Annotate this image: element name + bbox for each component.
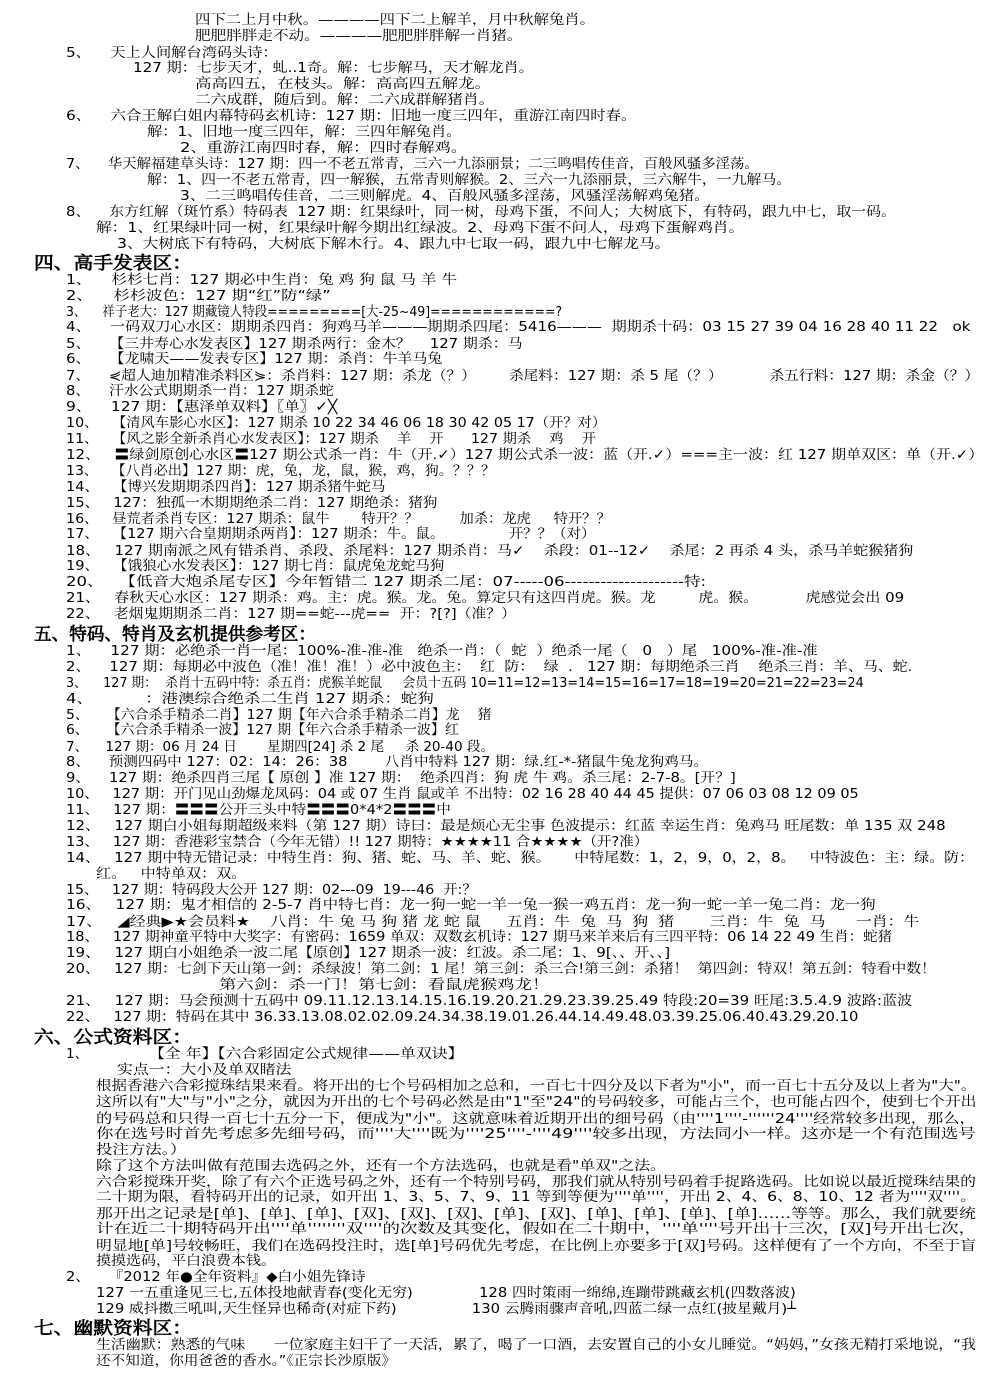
- text-line: 7、 127 期：06 月 24 日 星期四[24] 杀 2 尾 杀 20-40 段。: [66, 739, 495, 755]
- text-line: 二六成群，随后到。解：二六成群解猪肖。: [195, 92, 495, 108]
- section-heading: 七、幽默资料区：: [34, 1319, 193, 1339]
- section-heading: 六、公式资料区：: [34, 1028, 193, 1048]
- text-line: 2、重游江南四时春，解：四时春解鸡。: [180, 140, 468, 156]
- text-line: 那开出之记录是[单]、[单]、[单]、[双]、[双]、[双]、[单]、[双]、[单]、[单]、[单]、[单]……等等。那么，我们就要统: [96, 1206, 976, 1222]
- text-line: 1、 杉杉七肖：127 期必中生肖：兔 鸡 狗 鼠 马 羊 牛: [66, 272, 458, 288]
- text-line: 11、 【风之影全新杀肖心水发表区】：127 期杀 羊 开 127 期杀 鸡 开: [66, 431, 596, 447]
- text-line: 还不知道，你用爸爸的香水。”《正宗长沙原版》: [96, 1353, 396, 1369]
- text-line: 实点一：大小及单双睹法: [117, 1062, 292, 1078]
- text-line: 1、 127 期：必绝杀一肖一尾：100%-准-准-准 绝杀一肖：（ 蛇 ）绝杀一尾（ 0 ）尾 100%-准-准-准: [66, 643, 818, 659]
- text-line: 除了这个方法叫做有范围去选码之外，还有一个方法选码，也就是看"单双"之法。: [96, 1158, 666, 1174]
- text-line: 22、 老烟鬼期期杀二肖：127 期==蛇---虎== 开：?[?]（准？）: [66, 606, 516, 622]
- text-line: 第六剑：杀一门！第七剑：看鼠虎猴鸡龙！: [219, 977, 550, 993]
- text-line: 127 期：七步天才，虬..1奇。解：七步解马，天才解龙肖。: [133, 60, 534, 76]
- text-line: 3、大树底下有特码，大树底下解木行。4、跟九中七取一码，跟九中七解龙马。: [117, 236, 671, 252]
- text-line: 生活幽默：熟悉的气味 一位家庭主妇干了一天活，累了，喝了一口酒，去安置自己的小女儿睡觉。“妈妈，”女孩无精打采地说，“我: [96, 1337, 976, 1353]
- text-line: 14、 127 期中特无错记录：中特生肖：狗、猪、蛇、马、羊、蛇、猴。 中特尾数：1，2，9，0，2，8。 中特波色：主：绿。防：: [66, 850, 975, 866]
- text-line: 21、 127 期：马会预测十五码中 09.11.12.13.14.15.16.19.20.21.29.23.39.25.49 特段:20=39 旺尾:3.5.4.9 波路:蓝波: [66, 993, 913, 1009]
- text-line: 11、 127 期：〓〓〓公开三头中特〓〓〓0*4*2〓〓〓中: [66, 802, 451, 818]
- text-line: 3、 127 期： 杀肖十五码中特：杀五肖：虎猴羊蛇鼠 会员十五码 10=11=12=13=14=15=16=17=18=19=20=21=22=23=24: [66, 675, 864, 691]
- text-line: 的号码总和只得一百七十五分一下，便成为"小"。这就意味着近期开出的细号码（由''''1''''-''''''24''''经常较多出现，那么，: [96, 1111, 976, 1127]
- text-line: 9、 127 期：绝杀四肖三尾【 原创 】准 127 期： 绝杀四肖：狗 虎 牛 鸡。杀三尾：2-7-8。[开？]: [66, 770, 736, 786]
- section-heading: 五、特码、特肖及玄机提供参考区：: [34, 625, 316, 645]
- text-line: 16、 127 期：鬼才相信的 2-5-7 肖中特七肖：龙一狗一蛇一羊一兔一猴一鸡五肖：龙一狗一蛇一羊一兔二肖：龙一狗: [66, 897, 876, 913]
- text-line: 四下二上月中秋。————四下二上解羊，月中秋解兔肖。: [195, 12, 595, 28]
- text-line: 18、 127 期神童平特中大奖字：有密码：1659 单双：双数玄机诗：127 期马来羊来后有三四平特：06 14 22 49 生肖：蛇猪: [66, 929, 893, 945]
- text-line: 计在近二十期特码开出''''单''''''''双''''的次数及其变化，假如在二十期中，''''单''''号开出十三次，[双]号开出七次，: [96, 1221, 977, 1237]
- text-line: 12、 127 期白小姐每期超级来料（第 127 期）诗曰：最是烦心无尘事 色波提示：红蓝 幸运生肖：兔鸡马 旺尾数：单 135 双 248: [66, 818, 946, 834]
- text-line: 5、 【六合杀手精杀二肖】127 期【年六合杀手精杀二肖】龙 猪: [66, 707, 492, 723]
- text-line: 22、 127 期：特码在其中 36.33.13.08.02.02.09.24.34.38.19.01.26.44.14.49.48.03.39.25.06.40.43.29.20.10: [66, 1009, 859, 1025]
- text-line: 你在选号时首先考虑多先细号码，而''''大''''既为''''25''''-''''49''''较多出现，方法同小一样。这亦是一个有范围选号: [96, 1126, 976, 1142]
- text-line: 12、 〓绿剑原创心水区〓127 期公式杀一肖：牛（开.✓）127 期公式杀一波：蓝（开.✓）===主一波：红 127 期单双区：单（开.✓）: [66, 447, 984, 463]
- text-line: 高高四五，在枝头。解：高高四五解龙。: [195, 76, 491, 92]
- text-line: 16、 昼荒者杀肖专区：127 期杀：鼠牛 特开？？ 加杀：龙虎 特开？？: [66, 511, 611, 527]
- text-line: 红。 中特单双：双。: [96, 866, 247, 882]
- text-line: 5、 天上人间解台湾码头诗：: [66, 45, 278, 61]
- text-line: 2、 127 期：每期必中波色（准！准！准！）必中波色主： 红 防： 绿 . 127 期：每期绝杀三肖 绝杀三肖：羊、马、蛇.: [66, 659, 913, 675]
- text-line: 解：1、红果绿叶同一树，红果绿叶解今期出红绿波。2、母鸡下蛋不问人，母鸡下蛋解鸡肖。: [96, 220, 745, 236]
- text-line: 6、 【六合杀手精杀一波】127 期【年六合杀手精杀一波】红: [66, 722, 459, 738]
- text-line: 20、 127 期：七剑下天山第一剑：杀绿波！第二剑：1 尾！第三剑：杀三合!第三剑：杀猪！ 第四剑：特双！第五剑：特看中数！: [66, 961, 937, 977]
- text-line: 19、 【饿狼心水发表区】：127 期七肖：鼠虎兔龙蛇马狗: [66, 558, 445, 574]
- text-line: 二十期为限，看特码开出的记录，如开出 1、3、5、7、9、11 等到等便为''''单''''，开出 2、4、6、8、10、12 者为''''双''''。: [96, 1189, 976, 1205]
- text-line: 4、 一码双刀心水区：期期杀四肖：狗鸡马羊———期期杀四尾：5416——— 期期杀十码：03 15 27 39 04 16 28 40 11 22 ok: [66, 319, 971, 335]
- text-line: 15、 127：独孤一木期期绝杀二肖：127 期绝杀：猪狗: [66, 495, 438, 511]
- text-line: 解：1、旧地一度三四年，解：三四年解兔肖。: [147, 124, 462, 140]
- text-line: 9、 127 期：【惠泽单双料】〖单〗✓╳: [66, 399, 338, 415]
- text-line: 2、 『2012 年●全年资料』◆白小姐先锋诗: [66, 1269, 366, 1285]
- text-line: 7、 ⋞超人迪加精准杀料区⋟：杀肖料：127 期：杀龙（？） 杀尾料：127 期：杀 5 尾（？） 杀五行料：127 期：杀金（？）: [66, 368, 980, 384]
- text-line: 127 一五重逢见三七,五体投地献青春(变化无穷) 128 四时策雨一绵绵,连蹦带跳藏玄机(四数落波): [96, 1285, 796, 1301]
- text-line: 8、 预测四码中 127：02：14：26：38 八肖中特料 127 期：绿.红-*-猪鼠牛兔龙狗鸡马。: [66, 754, 709, 770]
- text-line: 17、 【127 期六合皇期期杀两肖】：127 期杀：牛。鼠。 开？？（对）: [66, 526, 596, 542]
- text-line: 5、 【三井寿心水发表区】127 期杀两行：金木？ 127 期杀：马: [66, 336, 523, 352]
- text-line: 18、 127 期南派之风有错杀肖、杀段、杀尾料：127 期杀肖：马✓ 杀段：01--12✓ 杀尾：2 再杀 4 头，杀马羊蛇猴猪狗: [66, 543, 914, 559]
- text-line: 6、 六合王解白姐内幕特码玄机诗：127 期：旧地一度三四年，重游江南四时春。: [66, 108, 637, 124]
- text-line: 六合彩搅珠开奖，除了有六个正选号码之外，还有一个特别号码，那我们就从特别号码着手捉路选码。比如说以最近搅珠结果的: [96, 1174, 976, 1190]
- text-line: 明显地[单]号较畅旺，我们在选码投注时，选[单]号码优先考虑，在比例上亦要多于[双]号码。这样便有了一个方向，不至于盲: [96, 1238, 977, 1254]
- section-heading: 四、高手发表区：: [34, 254, 193, 274]
- text-line: 14、 【博兴发期期杀四肖】：127 期杀猪牛蛇马: [66, 479, 386, 495]
- text-line: 3、 祥子老大：127 期藏镜人特段=========[大-25~49]============?: [66, 304, 563, 320]
- text-line: 15、 127 期：特码段大公开 127 期：02---09 19---46 开:？: [66, 882, 477, 898]
- text-line: 6、 【龙啸天——发表专区】127 期：杀肖：牛羊马兔: [66, 351, 443, 367]
- text-line: 19、 127 期白小姐绝杀一波二尾【原创】127 期杀一波：红波。杀二尾：1、9[、、开、、]: [66, 945, 671, 961]
- text-line: 10、 127 期：开门见山劲爆龙凤码：04 或 07 生肖 鼠或羊 不出特：02 16 28 40 44 45 提供：07 06 03 08 12 09 05: [66, 786, 859, 802]
- text-line: 3、二三鸣唱传佳音，二三则解虎。4、百般风骚多淫荡，风骚淫荡解鸡兔猪。: [180, 188, 710, 204]
- text-line: 这所以有"大"与"小"之分，就因为开出的七个号码必然是由"1"至"24"的号码较多，可能占三个，也可能占四个，使到七个开出: [96, 1094, 977, 1110]
- text-line: 摸摸选码，平白浪费本钱。: [96, 1253, 276, 1269]
- text-line: 根据香港六合彩搅珠结果来看。将开出的七个号码相加之总和，一百七十四分及以下者为"小"，而一百七十五分及以上者为"大"。: [96, 1078, 977, 1094]
- text-line: 【全 年】【六合彩固定公式规律——单双诀】: [149, 1046, 464, 1062]
- text-line: 21、 春秋天心水区：127 期杀：鸡。主：虎。猴。龙。兔。算定只有这四肖虎。猴。龙 虎。猴。 虎感觉会出 09: [66, 590, 905, 606]
- text-line: 1、: [66, 1046, 89, 1062]
- text-line: 7、 华天解福建草头诗：127 期：四一不老五常青，三六一九添丽景；二三鸣唱传佳音，百般风骚多淫荡。: [66, 156, 759, 172]
- text-line: 10、 【清风车影心水区】：127 期杀 10 22 34 46 06 18 30 42 05 17（开？对）: [66, 415, 607, 431]
- text-line: 4、 ：港澳综合绝杀二生肖 127 期杀：蛇狗: [66, 691, 434, 707]
- text-line: 肥肥胖胖走不动。————肥肥胖胖解一肖猪。: [195, 28, 523, 44]
- text-line: 8、 东方红解（斑竹系）特码表 127 期：红果绿叶，同一树，母鸡下蛋，不问人；大树底下，有特码，跟九中七，取一码。: [66, 204, 896, 220]
- text-line: 投注方法。）: [96, 1142, 187, 1158]
- text-line: 17、 ◢经典▶★会员料★ 八肖：牛 兔 马 狗 猪 龙 蛇 鼠 五肖：牛 兔 马 狗 猪 三肖：牛 兔 马 一肖：牛: [66, 914, 920, 930]
- text-line: 129 威抖擞三吼叫,天生怪异也稀奇(对症下药) 130 云腾雨骤声音吼,四蓝二绿一点红(披星戴月)┴: [96, 1301, 797, 1317]
- text-line: 20、 【低音大炮杀尾专区】今年暂错二 127 期杀二尾：07-----06--------------------特:: [66, 574, 707, 590]
- text-line: 2、 杉杉波色：127 期“红”防“绿”: [66, 288, 331, 304]
- text-line: 13、 【八肖必出】127 期：虎，兔，龙，鼠，猴，鸡，狗。？？？: [66, 463, 496, 479]
- text-line: 13、 127 期：香港彩宝禁合（今年无错）!! 127 期特：★★★★11 合★★★★（开?准）: [66, 834, 649, 850]
- text-line: 解：1、四一不老五常青，四一解猴，五常青则解猴。2、三六一九添丽景，三六解牛，一九解马。: [147, 172, 792, 188]
- text-line: 8、 汗水公式期期杀一肖：127 期杀蛇: [66, 383, 334, 399]
